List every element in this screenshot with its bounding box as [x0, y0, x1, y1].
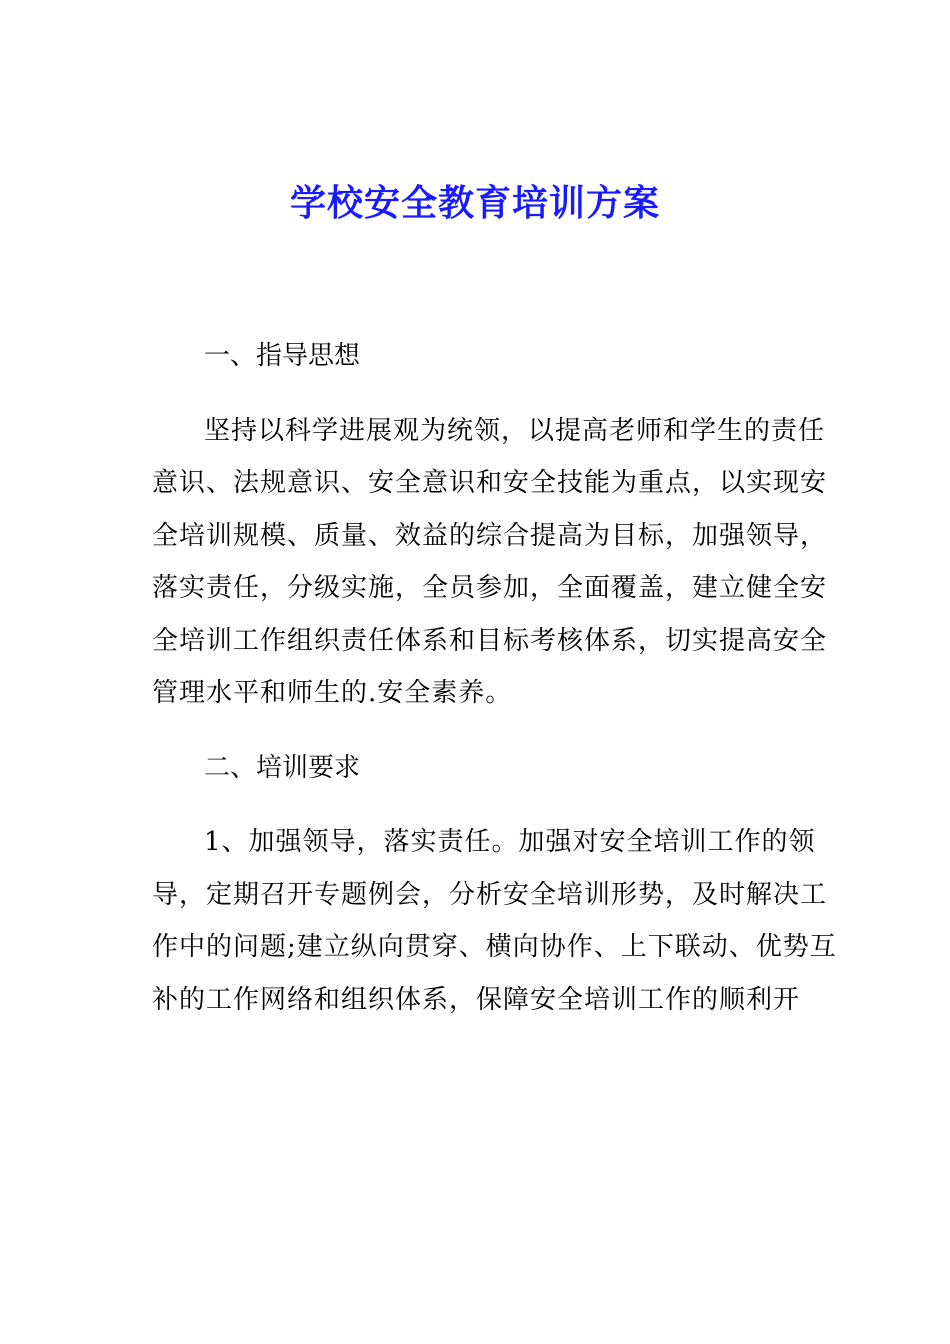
paragraph-line: 作中的问题;建立纵向贯穿、横向协作、上下联动、优势互: [152, 932, 837, 962]
section-heading-training-requirements: 二、培训要求: [204, 752, 361, 783]
paragraph-line: 意识、法规意识、安全意识和安全技能为重点，以实现安: [152, 468, 828, 498]
paragraph-line: 1、加强领导，落实责任。加强对安全培训工作的领: [204, 827, 816, 857]
document-body: [152, 330, 837, 1048]
paragraph-line: 导，定期召开专题例会，分析安全培训形势，及时解决工: [152, 879, 828, 910]
paragraph-line: 管理水平和师生的.安全素养。: [152, 678, 513, 708]
paragraph-line: 补的工作网络和组织体系，保障安全培训工作的顺利开: [152, 984, 801, 1015]
paragraph-guiding-ideology: [152, 405, 828, 720]
paragraph-line: 全培训工作组织责任体系和目标考核体系，切实提高安全: [152, 625, 828, 656]
document-title: 学校安全教育培训方案: [289, 183, 660, 224]
paragraph-line: 坚持以科学进展观为统领，以提高老师和学生的责任: [204, 415, 826, 446]
section-heading-guiding-ideology: 一、指导思想: [204, 341, 361, 371]
paragraph-line: 落实责任，分级实施，全员参加，全面覆盖，建立健全安: [152, 573, 828, 603]
paragraph-line: 全培训规模、质量、效益的综合提高为目标，加强领导，: [152, 520, 828, 551]
paragraph-training-requirements: [152, 816, 837, 1026]
